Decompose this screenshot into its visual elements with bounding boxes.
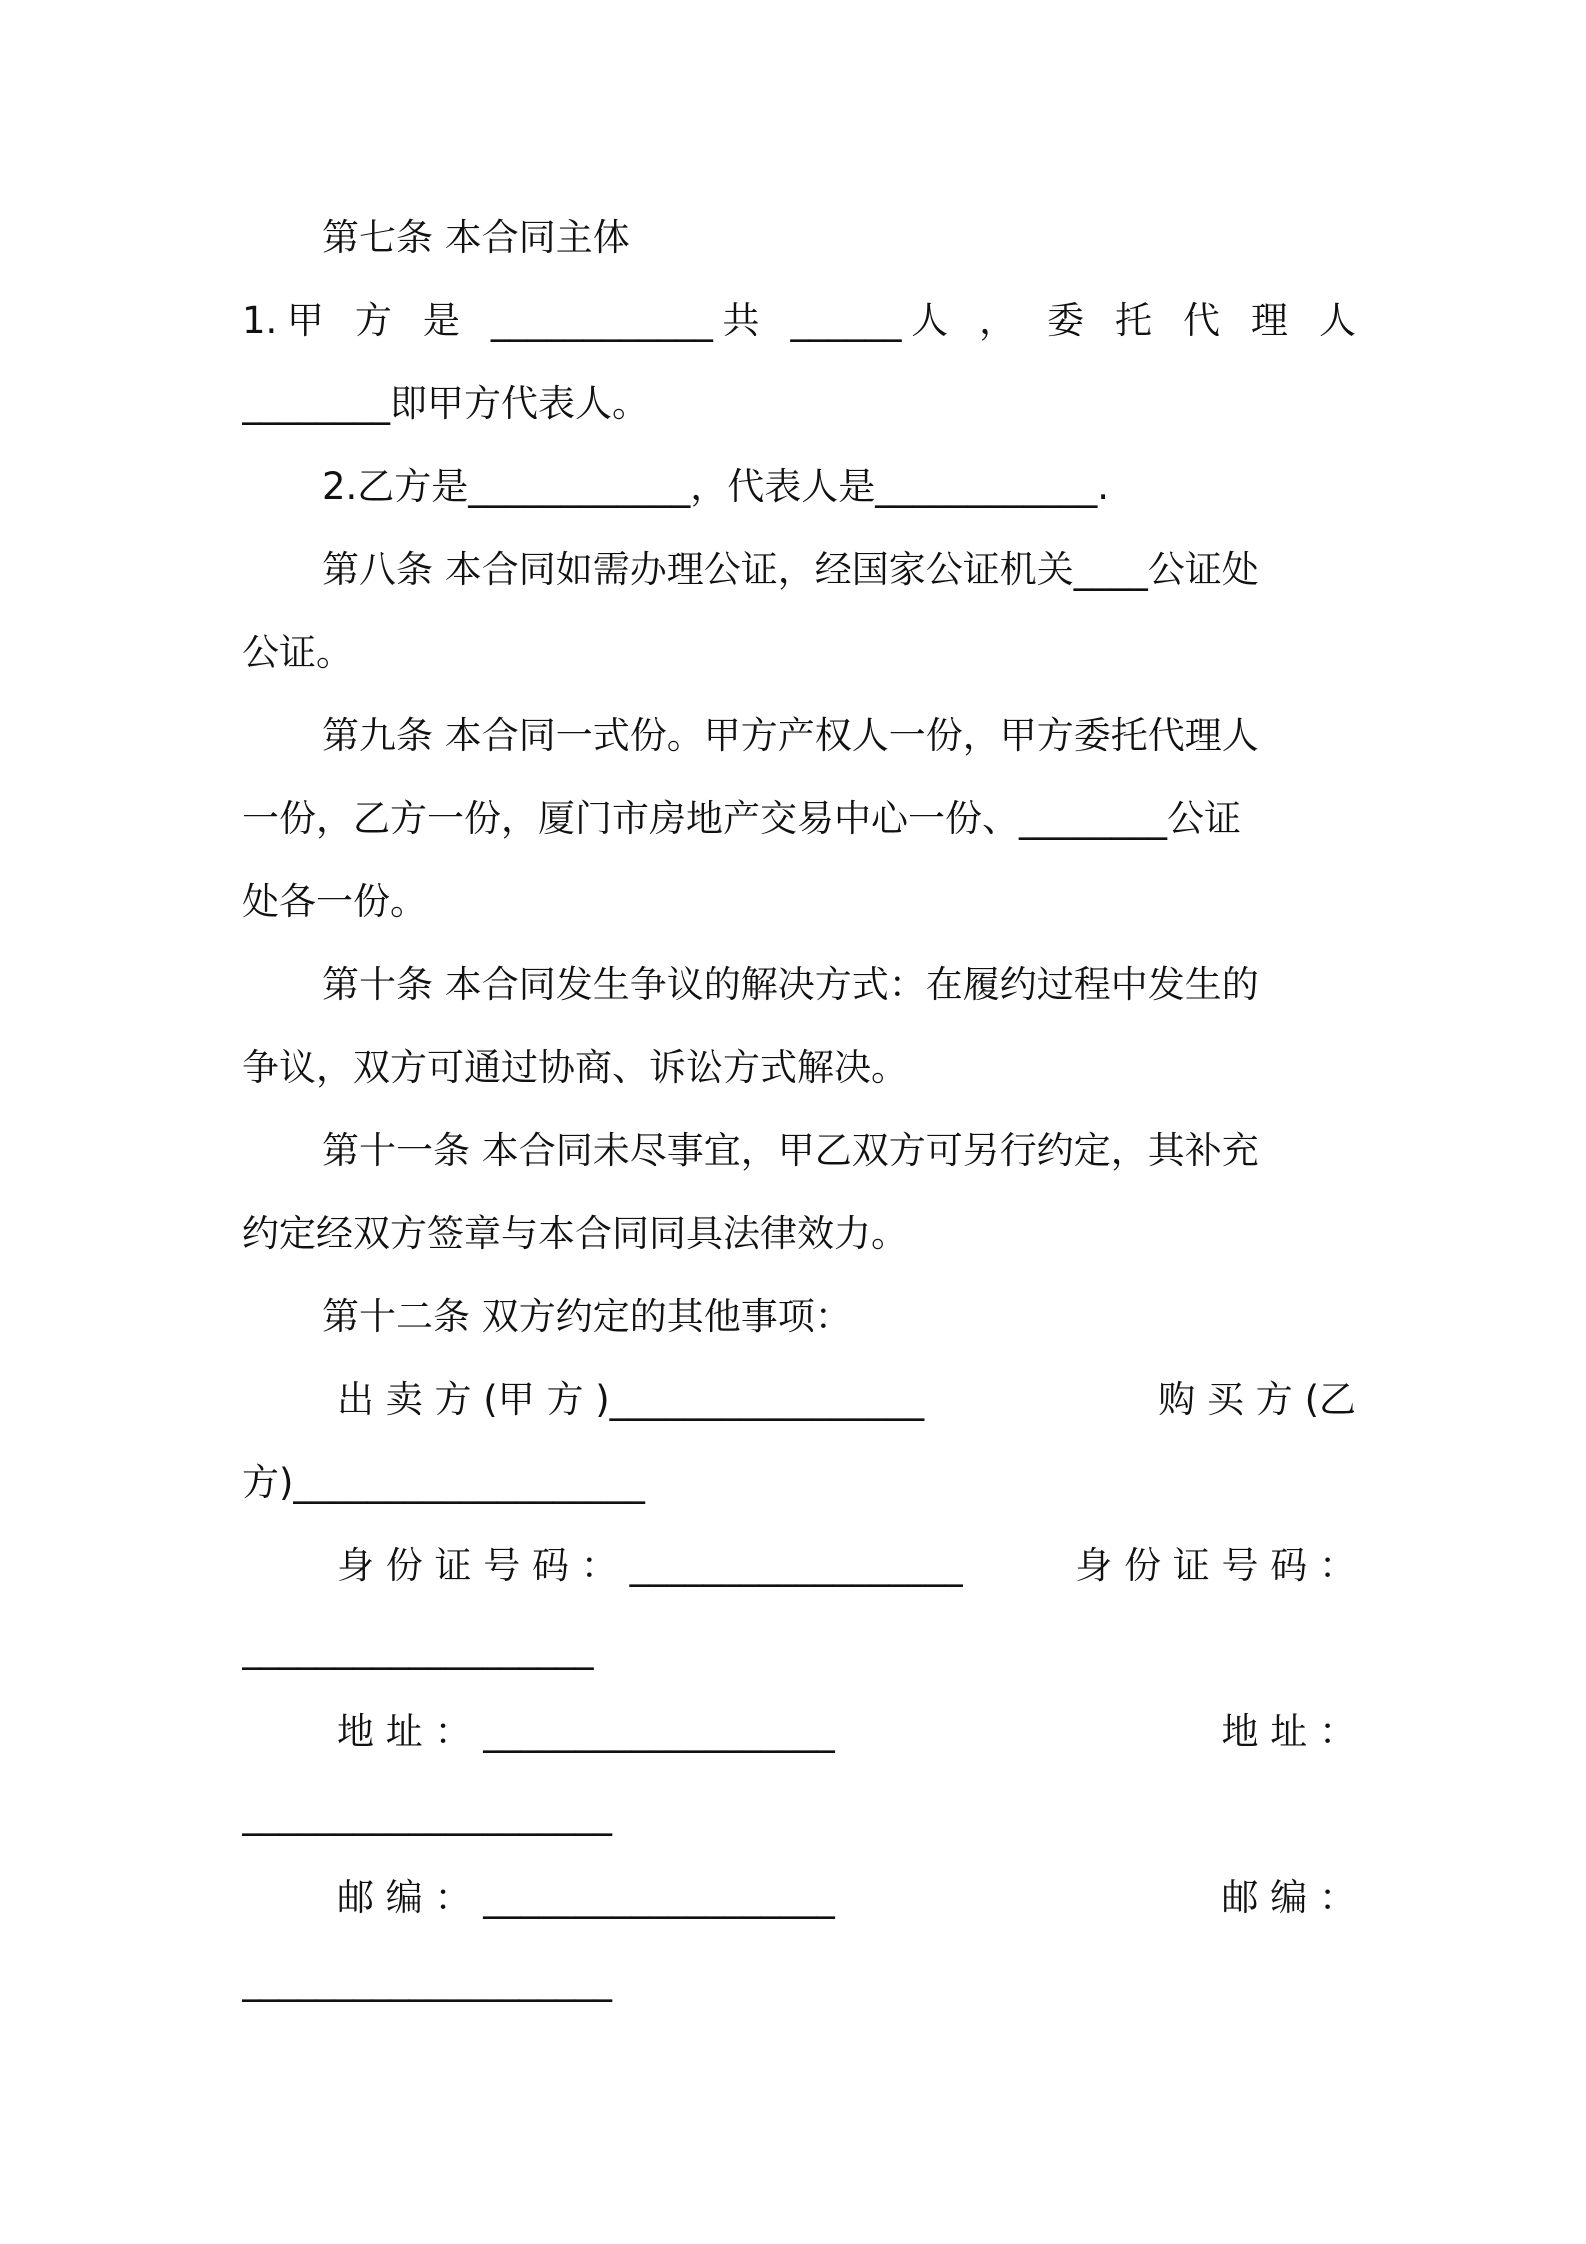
buyer-postcode-label: 邮 编 ： <box>1221 1876 1356 1919</box>
seller-id-label: 身 份 证 号 码 ： __________________ <box>337 1544 963 1587</box>
article-10-line-2: 争议，双方可通过协商、诉讼方式解决。 <box>242 1046 908 1089</box>
contract-content <box>242 196 1356 2022</box>
article-7-party-b: 2.乙方是____________，代表人是____________. <box>322 465 1110 508</box>
seller-buyer-row <box>242 1358 1356 1441</box>
article-7-party-a-line-1: 1.甲 方 是 ____________共 ______人 ， 委 托 代 理 人 <box>242 299 1356 342</box>
postcode-row <box>242 1856 1356 1939</box>
article-8-line-1: 第八条 本合同如需办理公证，经国家公证机关____公证处 <box>322 548 1259 591</box>
article-7-title: 第七条 本合同主体 <box>322 216 630 259</box>
address-row <box>242 1690 1356 1773</box>
buyer-id-label: 身 份 证 号 码 ： <box>1075 1544 1356 1587</box>
article-7-party-a-line-2: ________即甲方代表人。 <box>242 382 649 425</box>
article-10-line-1: 第十条 本合同发生争议的解决方式：在履约过程中发生的 <box>322 963 1259 1006</box>
seller-postcode-label: 邮 编 ： ___________________ <box>337 1876 835 1919</box>
article-8-line-2: 公证。 <box>242 631 353 674</box>
article-9-line-1: 第九条 本合同一式份。甲方产权人一份，甲方委托代理人 <box>322 714 1259 757</box>
seller-label: 出 卖 方 (甲 方 )_________________ <box>337 1378 925 1421</box>
seller-address-label: 地 址 ： ___________________ <box>337 1710 835 1753</box>
buyer-label-tail: 方)___________________ <box>242 1461 645 1504</box>
article-11-line-1: 第十一条 本合同未尽事宜，甲乙双方可另行约定，其补充 <box>322 1129 1259 1172</box>
id-number-row <box>242 1524 1356 1607</box>
buyer-address-label: 地 址 ： <box>1221 1710 1356 1753</box>
buyer-id-blank: ___________________ <box>242 1627 594 1670</box>
article-11-line-2: 约定经双方签章与本合同同具法律效力。 <box>242 1212 908 1255</box>
article-12-title: 第十二条 双方约定的其他事项： <box>322 1295 852 1338</box>
article-9-line-3: 处各一份。 <box>242 880 427 923</box>
article-9-line-2: 一份，乙方一份，厦门市房地产交易中心一份、________公证 <box>242 797 1241 840</box>
buyer-label: 购 买 方 (乙 <box>1158 1378 1356 1421</box>
buyer-postcode-blank: ____________________ <box>242 1959 612 2002</box>
buyer-address-blank: ____________________ <box>242 1793 612 1836</box>
